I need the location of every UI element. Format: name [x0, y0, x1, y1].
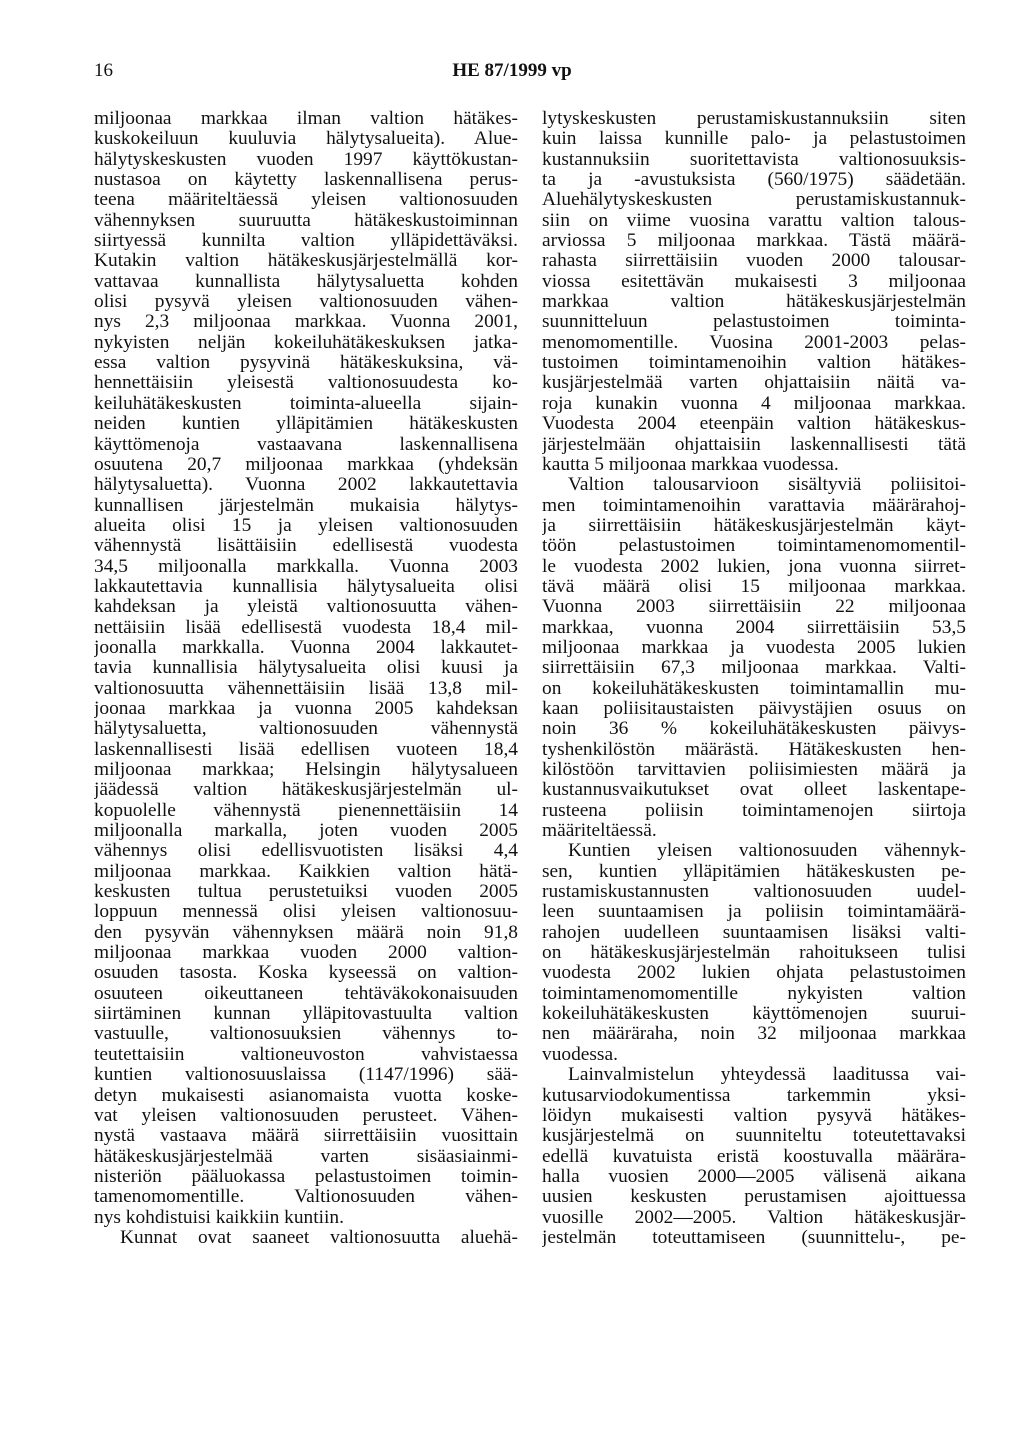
text-line: noin 36 % kokeiluhätäkeskusten päivys- — [542, 719, 966, 740]
text-line: teena määriteltäessä yleisen valtionosuuden — [94, 190, 518, 211]
text-line: vuosille 2002—2005. Valtion hätäkeskusjär- — [542, 1207, 966, 1228]
text-line: hennettäisiin yleisestä valtionosuudesta ko- — [94, 373, 518, 394]
text-line: tävä määrä olisi 15 miljoonaa markkaa. — [542, 576, 966, 597]
text-line: kuin laissa kunnille palo- ja pelastustoimen — [542, 129, 966, 150]
text-line: Kutakin valtion hätäkeskusjärjestelmällä kor- — [94, 251, 518, 272]
text-line: markkaa, vuonna 2004 siirrettäisiin 53,5 — [542, 617, 966, 638]
text-line: kautta 5 miljoonaa markkaa vuodessa. — [542, 454, 839, 475]
text-line: osuutena 20,7 miljoonaa markkaa (yhdeksän — [94, 454, 518, 475]
text-line: vähennyksen suuruutta hätäkeskustoiminnan — [94, 210, 518, 231]
text-line: ta ja -avustuksista (560/1975) säädetään. — [542, 170, 966, 191]
text-line: Vuonna 2003 siirrettäisiin 22 miljoonaa — [542, 597, 966, 618]
text-line: neiden kuntien ylläpitämien hätäkeskusten — [94, 414, 518, 435]
text-line: on hätäkeskusjärjestelmän rahoitukseen tulisi — [542, 943, 966, 964]
text-line: siin on viime vuosina varattu valtion talous- — [542, 210, 966, 231]
text-line: tamenomomentille. Valtionosuuden vähen- — [94, 1187, 518, 1208]
text-line: jestelmän toteuttamiseen (suunnittelu-, pe- — [542, 1227, 966, 1248]
text-line: miljoonaa markkaa vuoden 2000 valtion- — [94, 943, 518, 964]
text-line: siirrettäisiin 67,3 miljoonaa markkaa. Valti- — [542, 658, 966, 679]
text-line: essa valtion pysyvinä hätäkeskuksina, vä- — [94, 353, 518, 374]
text-line: nen määräraha, noin 32 miljoonaa markkaa — [542, 1024, 966, 1045]
text-line: den pysyvän vähennyksen määrä noin 91,8 — [94, 922, 518, 943]
text-line: töön pelastustoimen toimintamenomomentil- — [542, 536, 966, 557]
text-line: Aluehälytyskeskusten perustamiskustannuk- — [542, 190, 966, 211]
text-line: kustannuksiin suoritettavista valtionosuuksis- — [542, 149, 966, 170]
text-line: ja siirrettäisiin hätäkeskusjärjestelmän käyt- — [542, 515, 966, 536]
text-line: nys kohdistuisi kaikkiin kuntiin. — [94, 1207, 344, 1228]
text-line: kunnallisen järjestelmän mukaisia hälytys- — [94, 495, 518, 516]
text-line: nisteriön pääluokassa pelastustoimen toimin- — [94, 1166, 518, 1187]
text-line: hätäkeskusjärjestelmää varten sisäasiainmi- — [94, 1146, 518, 1167]
text-line: joonalla markkalla. Vuonna 2004 lakkautet- — [94, 637, 518, 658]
text-line: joonaa markkaa ja vuonna 2005 kahdeksan — [94, 698, 518, 719]
text-line: rahasta siirrettäisiin vuoden 2000 talousar- — [542, 251, 966, 272]
text-line: kuskokeiluun kuuluvia hälytysalueita). Alue- — [94, 129, 518, 150]
text-line: nys 2,3 miljoonaa markkaa. Vuonna 2001, — [94, 312, 518, 333]
text-line: kokeiluhätäkeskusten käyttömenojen suurui- — [542, 1004, 966, 1025]
right-text-column — [542, 109, 966, 1248]
text-line: toimintamenomomentille nykyisten valtion — [542, 983, 966, 1004]
text-line: valtionosuutta vähennettäisiin lisää 13,8 mil- — [94, 678, 518, 699]
text-line: tavia kunnallisia hälytysalueita olisi kuusi ja — [94, 658, 518, 679]
running-header-title: HE 87/1999 vp — [452, 60, 572, 81]
text-line: miljoonaa markkaa ilman valtion hätäkes- — [94, 109, 518, 129]
text-line: kutusarviodokumentissa tarkemmin yksi- — [542, 1085, 966, 1106]
text-line: roja kunakin vuonna 4 miljoonaa markkaa. — [542, 393, 966, 414]
text-line: uusien keskusten perustamisen ajoittuessa — [542, 1187, 966, 1208]
text-line: kustannusvaikutukset ovat olleet laskentape- — [542, 780, 966, 801]
text-line: nystä vastaava määrä siirrettäisiin vuosittain — [94, 1126, 518, 1147]
text-line: markkaa valtion hätäkeskusjärjestelmän — [542, 292, 966, 313]
text-line: lakkautettavia kunnallisia hälytysalueita olisi — [94, 576, 518, 597]
text-line: miljoonaa markkaa; Helsingin hälytysalueen — [94, 760, 518, 780]
text-line: nykyisten neljän kokeiluhätäkeskuksen jatka- — [94, 332, 518, 353]
text-line: määriteltäessä. — [542, 821, 657, 842]
text-line: arviossa 5 miljoonaa markkaa. Tästä määrä- — [542, 231, 966, 252]
text-line: teutettaisiin valtioneuvoston vahvistaessa — [94, 1044, 518, 1065]
text-line: rusteena poliisin toimintamenojen siirtoja — [542, 800, 966, 821]
text-line: on kokeiluhätäkeskusten toimintamallin mu- — [542, 678, 966, 699]
text-line: le vuodesta 2002 lukien, jona vuonna siirret- — [542, 556, 966, 577]
text-line: edellä kuvatuista eristä koostuvalla määrära- — [542, 1146, 966, 1167]
text-line: miljoonaa markkaa. Kaikkien valtion hätä- — [94, 861, 518, 882]
text-line: kaan poliisitaustaisten päivystäjien osuus on — [542, 698, 966, 719]
text-line: käyttömenoja vastaavana laskennallisena — [94, 434, 518, 455]
text-line: miljoonalla markalla, joten vuoden 2005 — [94, 821, 518, 842]
text-line: vuodesta 2002 lukien ohjata pelastustoimen — [542, 963, 966, 984]
text-line: kuntien valtionosuuslaissa (1147/1996) sää- — [94, 1065, 518, 1086]
left-text-column — [94, 109, 518, 1248]
text-line: Kuntien yleisen valtionosuuden vähennyk- — [568, 841, 966, 862]
text-line: kusjärjestelmä on suunniteltu toteutettavaksi — [542, 1126, 966, 1147]
text-line: järjestelmään ohjattaisiin laskennallisesti tätä — [542, 434, 966, 455]
text-line: hälytysaluetta). Vuonna 2002 lakkautettavia — [94, 475, 518, 496]
text-line: detyn mukaisesti asianomaista vuotta koske- — [94, 1085, 518, 1106]
text-line: keskusten tultua perustetuiksi vuoden 2005 — [94, 882, 518, 903]
text-line: vastuulle, valtionosuuksien vähennys to- — [94, 1024, 518, 1045]
text-line: kilöstöön tarvittavien poliisimiesten määrä ja — [542, 760, 966, 780]
text-line: keiluhätäkeskusten toiminta-alueella sijain- — [94, 393, 518, 414]
text-line: osuuteen oikeuttaneen tehtäväkokonaisuuden — [94, 983, 518, 1004]
text-line: rustamiskustannusten valtionosuuden uudel- — [542, 882, 966, 903]
text-line: vattavaa kunnallista hälytysaluetta kohden — [94, 271, 518, 292]
text-line: rahojen uudelleen suuntaamisen lisäksi valti- — [542, 922, 966, 943]
text-line: Lainvalmistelun yhteydessä laaditussa vai- — [568, 1065, 966, 1086]
text-line: alueita olisi 15 ja yleisen valtionosuuden — [94, 515, 518, 536]
text-line: hälytysaluetta, valtionosuuden vähennystä — [94, 719, 518, 740]
text-line: siirtyessä kunnilta valtion ylläpidettäväksi. — [94, 231, 518, 252]
text-line: tustoimen toimintamenoihin valtion hätäkes- — [542, 353, 966, 374]
text-line: Kunnat ovat saaneet valtionosuutta aluehä- — [120, 1227, 518, 1248]
text-line: vuodessa. — [542, 1044, 618, 1065]
text-line: lytyskeskusten perustamiskustannuksiin siten — [542, 109, 966, 129]
text-line: kahdeksan ja yleistä valtionosuutta vähen- — [94, 597, 518, 618]
text-line: Valtion talousarvioon sisältyviä poliisitoi- — [568, 475, 966, 496]
text-line: leen suuntaamisen ja poliisin toimintamäärä- — [542, 902, 966, 923]
text-line: löidyn mukaisesti valtion pysyvä hätäkes- — [542, 1105, 966, 1126]
text-line: jäädessä valtion hätäkeskusjärjestelmän ul- — [94, 780, 518, 801]
text-line: laskennallisesti lisää edellisen vuoteen 18,4 — [94, 739, 518, 760]
text-line: kopuolelle vähennystä pienennettäisiin 14 — [94, 800, 518, 821]
text-line: nettäisiin lisää edellisestä vuodesta 18,4 mil- — [94, 617, 518, 638]
text-line: siirtäminen kunnan ylläpitovastuulta valtion — [94, 1004, 518, 1025]
text-line: halla vuosien 2000—2005 välisenä aikana — [542, 1166, 966, 1187]
text-line: kusjärjestelmää varten ohjattaisiin näitä va- — [542, 373, 966, 394]
text-line: viossa esitettävän mukaisesti 3 miljoonaa — [542, 271, 966, 292]
text-line: vat yleisen valtionosuuden perusteet. Vähen- — [94, 1105, 518, 1126]
text-line: hälytyskeskusten vuoden 1997 käyttökustan- — [94, 149, 518, 170]
text-line: 34,5 miljoonalla markkalla. Vuonna 2003 — [94, 556, 518, 577]
text-line: miljoonaa markkaa ja vuodesta 2005 lukien — [542, 637, 966, 658]
text-line: osuuden tasosta. Koska kyseessä on valtion- — [94, 963, 518, 984]
text-line: vähennystä lisättäisiin edellisestä vuodesta — [94, 536, 518, 557]
text-line: sen, kuntien ylläpitämien hätäkeskusten pe- — [542, 861, 966, 882]
text-line: Vuodesta 2004 eteenpäin valtion hätäkeskus- — [542, 414, 966, 435]
text-line: olisi pysyvä yleisen valtionosuuden vähen- — [94, 292, 518, 313]
text-line: nustasoa on käytetty laskennallisena perus- — [94, 170, 518, 191]
text-line: suunnitteluun pelastustoimen toiminta- — [542, 312, 966, 333]
page-number: 16 — [94, 60, 113, 81]
text-line: vähennys olisi edellisvuotisten lisäksi 4,4 — [94, 841, 518, 862]
text-line: men toimintamenoihin varattavia määrärahoj- — [542, 495, 966, 516]
text-line: tyshenkilöstön määrästä. Hätäkeskusten hen- — [542, 739, 966, 760]
text-line: loppuun mennessä olisi yleisen valtionosuu- — [94, 902, 518, 923]
text-line: menomomentille. Vuosina 2001-2003 pelas- — [542, 332, 966, 353]
